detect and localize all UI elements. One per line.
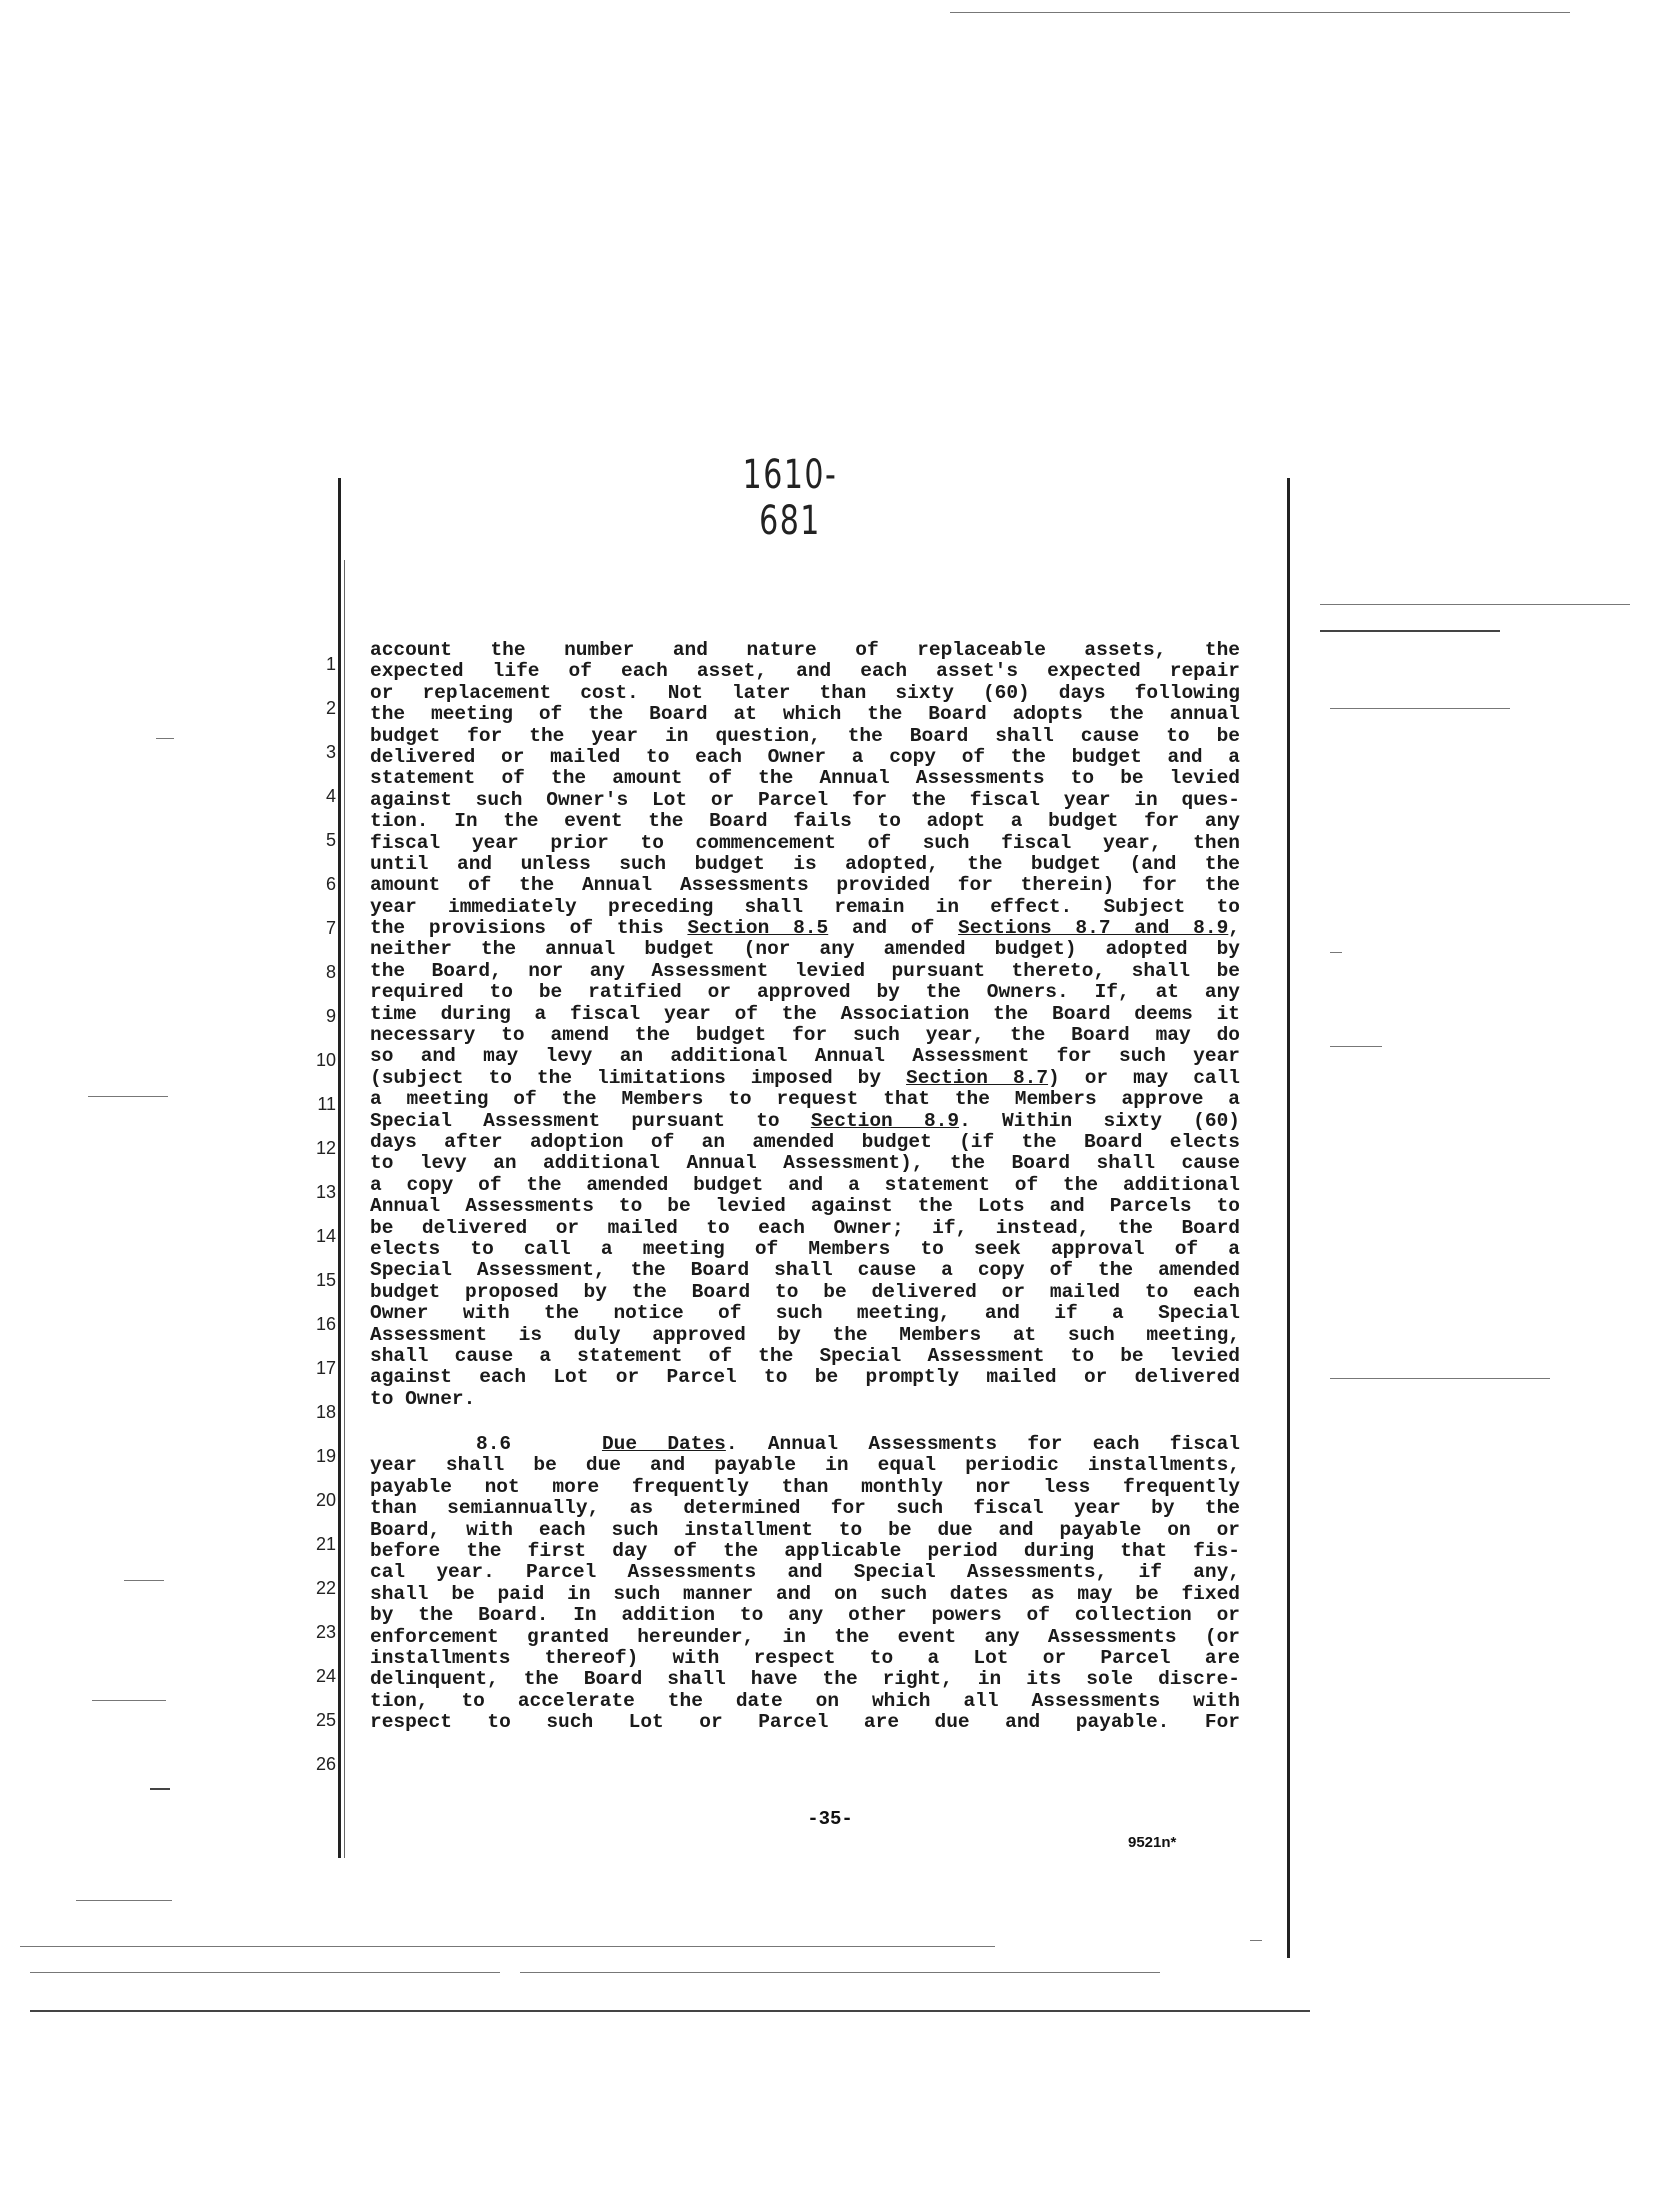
- document-code: 9521n*: [1128, 1834, 1177, 1851]
- left-margin-mark: [88, 1096, 168, 1097]
- text-line: cal year. Parcel Assessments and Special Assessments, if any,: [370, 1562, 1240, 1584]
- text-line: tion. In the event the Board fails to adopt a budget for any: [370, 811, 1240, 833]
- right-margin-mark: [1330, 952, 1342, 953]
- text-line: the Board, nor any Assessment levied pursuant thereto, shall be: [370, 960, 1240, 982]
- right-margin-mark: [1330, 1378, 1550, 1379]
- bottom-scan-line: [520, 1972, 1160, 1973]
- paragraph-8-5-continued: [370, 640, 1240, 1410]
- text-line: before the first day of the applicable period during that fis-: [370, 1541, 1240, 1563]
- text-line: against such Owner's Lot or Parcel for the fiscal year in ques-: [370, 789, 1240, 811]
- text-fragment: and of: [828, 918, 959, 940]
- text-line: Board, with each such installment to be due and payable on or: [370, 1519, 1240, 1541]
- text-line: to Owner.: [370, 1388, 476, 1410]
- text-line: a meeting of the Members to request that the Members approve a: [370, 1089, 1240, 1111]
- text-line: necessary to amend the budget for such year, the Board may do: [370, 1025, 1240, 1047]
- text-line: payable not more frequently than monthly nor less frequently: [370, 1476, 1240, 1498]
- line-number: 4: [325, 786, 336, 806]
- text-line: so and may levy an additional Annual Assessment for such year: [370, 1046, 1240, 1068]
- right-margin-mark: [1320, 630, 1500, 632]
- text-line: enforcement granted hereunder, in the event any Assessments (or: [370, 1626, 1240, 1648]
- text-line: required to be ratified or approved by the Owners. If, at any: [370, 982, 1240, 1004]
- text-line: year immediately preceding shall remain in effect. Subject to: [370, 896, 1240, 918]
- line-number: 18: [315, 1402, 336, 1422]
- text-line: than semiannually, as determined for such fiscal year by the: [370, 1498, 1240, 1520]
- left-margin-rule: [338, 478, 341, 1858]
- section-reference-link[interactable]: Sections 8.7 and 8.9: [958, 918, 1229, 940]
- line-number: 23: [315, 1622, 336, 1642]
- text-fragment: . Annual Assessments for each fiscal: [725, 1434, 1240, 1456]
- text-line: year shall be due and payable in equal periodic installments,: [370, 1455, 1240, 1477]
- text-line: budget proposed by the Board to be delivered or mailed to each: [370, 1281, 1240, 1303]
- text-fragment: (subject to the limitations imposed by: [370, 1067, 907, 1089]
- text-line: days after adoption of an amended budget (if the Board elects: [370, 1131, 1240, 1153]
- bottom-scan-line: [30, 2010, 1310, 2012]
- line-number: 7: [325, 918, 336, 938]
- text-line: statement of the amount of the Annual Assessments to be levied: [370, 768, 1240, 790]
- left-margin-mark: [150, 1788, 170, 1790]
- left-margin-mark: [76, 1900, 172, 1901]
- line-number: 12: [315, 1138, 336, 1158]
- text-line: expected life of each asset, and each asset's expected repair: [370, 661, 1240, 683]
- right-margin-rule: [1287, 478, 1290, 1958]
- text-line: until and unless such budget is adopted, the budget (and the: [370, 853, 1240, 875]
- text-line: delinquent, the Board shall have the right, in its sole discre-: [370, 1669, 1240, 1691]
- text-line: shall cause a statement of the Special Assessment to be levied: [370, 1345, 1240, 1367]
- line-number: 10: [315, 1050, 336, 1070]
- text-line: Owner with the notice of such meeting, and if a Special: [370, 1303, 1240, 1325]
- bottom-scan-line: [1250, 1940, 1262, 1941]
- line-number: 14: [315, 1226, 336, 1246]
- text-line: or replacement cost. Not later than sixty (60) days following: [370, 682, 1240, 704]
- right-margin-mark: [1330, 708, 1510, 709]
- text-line: [370, 1068, 1240, 1089]
- line-number: 20: [315, 1490, 336, 1510]
- section-reference-link[interactable]: Section 8.9: [810, 1110, 960, 1132]
- text-fragment: ) or may call: [1048, 1067, 1240, 1089]
- section-reference-link[interactable]: Section 8.5: [687, 918, 829, 940]
- text-line: delivered or mailed to each Owner a copy of the budget and a: [370, 746, 1240, 768]
- text-line: against each Lot or Parcel to be promptly mailed or delivered: [370, 1367, 1240, 1389]
- recording-stamp: 1610-681: [742, 452, 838, 544]
- section-8-6: [370, 1434, 1240, 1733]
- line-number: 9: [325, 1006, 336, 1026]
- text-line: shall be paid in such manner and on such dates as may be fixed: [370, 1583, 1240, 1605]
- line-number: 24: [315, 1666, 336, 1686]
- line-number: 3: [325, 742, 336, 762]
- text-line: [370, 1111, 1240, 1132]
- text-line: [370, 918, 1240, 939]
- section-reference-link[interactable]: Section 8.7: [906, 1067, 1049, 1089]
- text-line: by the Board. In addition to any other powers of collection or: [370, 1605, 1240, 1627]
- text-fragment: . Within sixty (60): [959, 1110, 1240, 1132]
- text-fragment: ,: [1228, 918, 1240, 940]
- line-number: 16: [315, 1314, 336, 1334]
- text-line: budget for the year in question, the Board shall cause to be: [370, 725, 1240, 747]
- line-number: 19: [315, 1446, 336, 1466]
- line-number: 21: [315, 1534, 336, 1554]
- right-margin-mark: [1320, 604, 1630, 605]
- document-body: [370, 640, 1240, 1734]
- text-line: tion, to accelerate the date on which all Assessments with: [370, 1690, 1240, 1712]
- line-number: 1: [325, 654, 336, 674]
- text-line: be delivered or mailed to each Owner; if, instead, the Board: [370, 1217, 1240, 1239]
- line-number: 11: [317, 1094, 336, 1114]
- text-line: time during a fiscal year of the Association the Board deems it: [370, 1003, 1240, 1025]
- line-number: 26: [315, 1754, 336, 1774]
- line-number: 5: [325, 830, 336, 850]
- text-line: Annual Assessments to be levied against the Lots and Parcels to: [370, 1196, 1240, 1218]
- line-number: 25: [315, 1710, 336, 1730]
- line-number: 8: [325, 962, 336, 982]
- left-margin-mark: [92, 1700, 166, 1701]
- text-line: the meeting of the Board at which the Board adopts the annual: [370, 704, 1240, 726]
- bottom-scan-line: [20, 1946, 995, 1947]
- page-number: -35-: [807, 1808, 853, 1830]
- text-line: amount of the Annual Assessments provided for therein) for the: [370, 875, 1240, 897]
- line-number: 15: [315, 1270, 336, 1290]
- line-number: 6: [325, 874, 336, 894]
- section-heading: Due Dates: [601, 1434, 726, 1456]
- left-margin-rule-inner: [344, 560, 345, 1858]
- line-number: 22: [315, 1578, 336, 1598]
- left-margin-mark: [156, 738, 174, 739]
- text-line: to levy an additional Annual Assessment), the Board shall cause: [370, 1153, 1240, 1175]
- paragraph-gap: [370, 1410, 1240, 1434]
- text-line: neither the annual budget (nor any amended budget) adopted by: [370, 939, 1240, 961]
- line-number: 13: [315, 1182, 336, 1202]
- text-fragment: Special Assessment pursuant to: [370, 1110, 811, 1132]
- line-number: 17: [315, 1358, 336, 1378]
- text-fragment: the provisions of this: [370, 918, 688, 940]
- text-line: elects to call a meeting of Members to seek approval of a: [370, 1238, 1240, 1260]
- text-line: Special Assessment, the Board shall cause a copy of the amended: [370, 1260, 1240, 1282]
- right-margin-mark: [1330, 1046, 1382, 1047]
- left-margin-mark: [124, 1580, 164, 1581]
- text-line: installments thereof) with respect to a Lot or Parcel are: [370, 1647, 1240, 1669]
- top-scan-line: [950, 12, 1570, 13]
- text-line: fiscal year prior to commencement of such fiscal year, then: [370, 832, 1240, 854]
- bottom-scan-line: [30, 1972, 500, 1973]
- line-number: 2: [325, 698, 336, 718]
- text-line: respect to such Lot or Parcel are due and payable. For: [370, 1712, 1240, 1734]
- section-number: 8.6: [476, 1434, 512, 1456]
- text-line: Assessment is duly approved by the Members at such meeting,: [370, 1324, 1240, 1346]
- text-line: account the number and nature of replaceable assets, the: [370, 640, 1240, 661]
- section-heading-line: [370, 1434, 1240, 1455]
- text-line: a copy of the amended budget and a statement of the additional: [370, 1174, 1240, 1196]
